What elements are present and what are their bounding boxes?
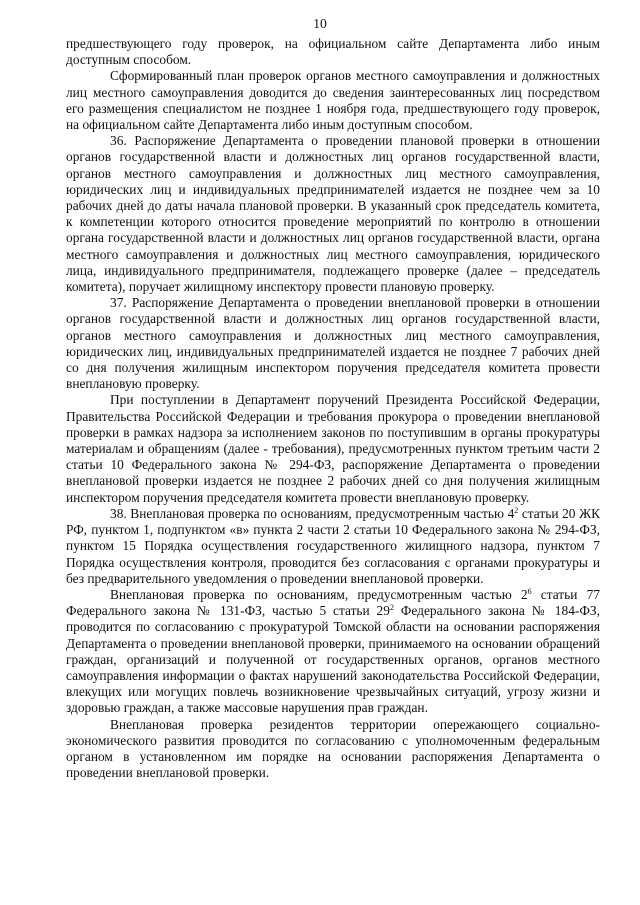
superscript: 2 [389, 603, 394, 613]
paragraph-prosecutor-agreement [66, 587, 600, 717]
paragraph-text: статьи 77 Федерального закона № 131-ФЗ, частью 5 статьи 29 [66, 586, 600, 619]
paragraph-item-36 [66, 133, 600, 295]
paragraph-text: 36. Распоряжение Департамента о проведении плановой проверки в отношении органов государственной власти и должностных лиц органов государственной власти, органов местного самоуправления и должностных лиц местного самоуправления, юридических лиц и индивидуальных предпринимателей издается не позднее чем за 10 рабочих дней до даты начала плановой проверки. В указанный срок председатель комитета, к компетенции которого относится проведение мероприятий по контролю в отношении органа государственной власти и должностных лиц органов государственной власти, органа местного самоуправления и должностных лиц местного самоуправления, юридического лица, индивидуального предпринимателя, подлежащего проверке (далее – председатель комитета), поручает жилищному инспектору провести плановую проверку. [66, 133, 600, 295]
paragraph-text: предшествующего году проверок, на официальном сайте Департамента либо иным доступным способом. [66, 36, 600, 68]
paragraph-text: Сформированный план проверок органов местного самоуправления и должностных лиц местного самоуправления доводится до сведения заинтересованных лиц посредством его размещения специалистом не позднее 1 ноября года, предшествующего году проверок, на официальном сайте Департамента либо иным доступным способом. [66, 68, 600, 133]
paragraph-continuation [66, 36, 600, 68]
document-body [66, 36, 600, 781]
paragraph-text: При поступлении в Департамент поручений Президента Российской Федерации, Правительства Российской Федерации и требования прокурора о проведении внеплановой проверки в рамках надзора за исполнением законов по поступившим в органы прокуратуры материалам и обращениям (далее - требования), предусмотренных пунктом третьим части 2 статьи 10 Федерального закона № 294-ФЗ, распоряжение Департамента о проведении внеплановой проверки издается не позднее 2 рабочих дней со дня получения жилищным инспектором поручения председателя комитета провести внеплановую проверку. [66, 392, 600, 505]
page-number: 10 [313, 16, 327, 31]
paragraph-text: 38. Внеплановая проверка по основаниям, предусмотренным частью 4 [110, 505, 515, 521]
paragraph-plan-publication [66, 68, 600, 133]
paragraph-item-37 [66, 295, 600, 392]
superscript: 6 [527, 586, 532, 596]
superscript: 2 [514, 505, 519, 515]
paragraph-text: статьи 20 ЖК РФ, пунктом 1, подпунктом «в» пункта 2 части 2 статьи 10 Федерального закона № 294-ФЗ, пунктом 15 Порядка осуществления государственного жилищного надзора, пунктом 7 Порядка осуществления контроля, проводится без согласования с органами прокуратуры и без предварительного уведомления о проведении внеплановой проверки. [66, 505, 600, 586]
paragraph-text: Федерального закона № 184-ФЗ, проводится по согласованию с прокуратурой Томской области на основании распоряжения Департамента о проведении внеплановой проверки, принимаемого на основании обращений граждан, организаций и полученной от государственных органов, органов местного самоуправления информации о фактах нарушений законодательства Российской Федерации, влекущих или могущих повлечь возникновение чрезвычайных ситуаций, угрозу жизни и здоровью граждан, а также массовые нарушения прав граждан. [66, 603, 600, 716]
paragraph-residents-inspection [66, 717, 600, 782]
paragraph-president-orders [66, 392, 600, 505]
paragraph-text: Внеплановая проверка по основаниям, предусмотренным частью 2 [110, 586, 528, 602]
paragraph-item-38 [66, 506, 600, 587]
paragraph-text: 37. Распоряжение Департамента о проведении внеплановой проверки в отношении органов государственной власти и должностных лиц органов государственной власти, органов местного самоуправления и должностных лиц местного самоуправления, юридических лиц, индивидуальных предпринимателей издается не позднее 7 рабочих дней со дня получения жилищным инспектором поручения председателя комитета провести внеплановую проверку. [66, 295, 600, 392]
paragraph-text: Внеплановая проверка резидентов территории опережающего социально-экономического развития проводится по согласованию с уполномоченным федеральным органом в установленном им порядке на основании распоряжения Департамента о проведении внеплановой проверки. [66, 716, 600, 781]
